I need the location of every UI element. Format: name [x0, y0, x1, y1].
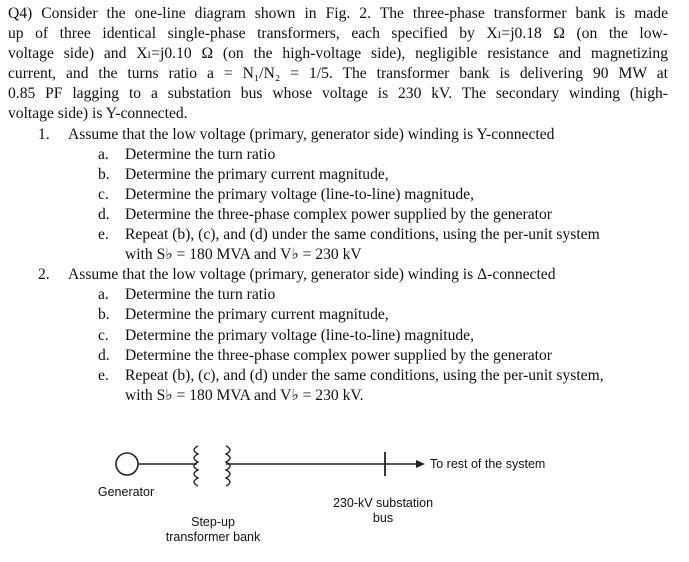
intro-line: Q4) Consider the one-line diagram shown in Fig. 2. The three-phase transformer bank is made	[8, 5, 668, 22]
intro-line: voltage side) and Xₗ=j0.10 Ω (on the high-voltage side), negligible resistance and magnetizing	[8, 45, 668, 63]
list-item	[8, 165, 668, 185]
item-label: a.	[98, 145, 109, 163]
item-label: e.	[98, 226, 109, 244]
transformer-label	[148, 515, 278, 545]
item-text: Determine the primary voltage (line-to-line) magnitude,	[125, 326, 475, 344]
part-text: Assume that the low voltage (primary, generator side) winding is Y-connected	[68, 125, 555, 143]
intro-line: up of three identical single-phase transformers, each specified by Xₗ=j0.18 Ω (on the low-	[8, 25, 668, 43]
item-label: e.	[98, 366, 109, 384]
list-item	[8, 326, 668, 346]
list-item	[8, 185, 668, 205]
item-label: a.	[98, 286, 109, 304]
primary-winding-coil	[194, 446, 198, 486]
list-item	[8, 346, 668, 366]
item-label: b.	[98, 306, 110, 324]
bus-label-line1: 230-kV substation	[332, 496, 434, 510]
item-text: Determine the three-phase complex power supplied by the generator	[125, 346, 552, 364]
transformer-label-line2: transformer bank	[165, 530, 261, 544]
list-item	[8, 225, 668, 265]
list-item	[8, 145, 668, 165]
part-1	[8, 125, 668, 145]
list-item	[8, 305, 668, 325]
problem-text	[8, 4, 668, 406]
item-text: Determine the primary current magnitude,	[125, 306, 389, 324]
item-label: d.	[98, 205, 110, 223]
item-text: Determine the three-phase complex power supplied by the generator	[125, 205, 552, 223]
item-label: b.	[98, 165, 110, 183]
parts-list	[8, 125, 668, 406]
arrow-label: To rest of the system	[430, 457, 546, 471]
arrow-head	[416, 460, 425, 468]
item-continuation: with S♭ = 180 MVA and V♭ = 230 kV.	[125, 386, 364, 404]
part-number: 1.	[38, 125, 50, 143]
item-text: Determine the turn ratio	[125, 145, 276, 163]
secondary-winding-coil	[226, 446, 230, 486]
transformer-label-line1: Step-up	[191, 515, 235, 529]
bus-label-line2: bus	[372, 511, 394, 525]
item-text: Repeat (b), (c), and (d) under the same conditions, using the per-unit system,	[125, 366, 604, 384]
question-intro	[8, 4, 668, 125]
intro-line: current, and the turns ratio a = N₁/N₂ = 1/5. The transformer bank is delivering 90 MW at	[8, 65, 668, 83]
item-text: Determine the primary voltage (line-to-line) magnitude,	[125, 185, 475, 203]
item-label: d.	[98, 346, 110, 364]
part-number: 2.	[38, 266, 50, 284]
item-text: Determine the primary current magnitude,	[125, 165, 389, 183]
intro-line: 0.85 PF lagging to a substation bus whose voltage is 230 kV. The secondary winding (high-	[8, 85, 668, 103]
intro-line: voltage side) is Y-connected.	[8, 105, 188, 123]
generator-label: Generator	[97, 485, 155, 499]
item-label: c.	[98, 326, 109, 344]
generator-symbol	[116, 453, 138, 475]
list-item	[8, 205, 668, 225]
item-text: Determine the turn ratio	[125, 286, 276, 304]
item-label: c.	[98, 185, 109, 203]
one-line-diagram	[0, 430, 689, 557]
list-item	[8, 285, 668, 305]
list-item	[8, 366, 668, 406]
item-text: Repeat (b), (c), and (d) under the same conditions, using the per-unit system	[125, 226, 600, 244]
item-continuation: with S♭ = 180 MVA and V♭ = 230 kV	[125, 246, 362, 264]
part-text: Assume that the low voltage (primary, generator side) winding is Δ-connected	[68, 266, 556, 284]
bus-label	[318, 496, 448, 526]
part-2	[8, 265, 668, 285]
